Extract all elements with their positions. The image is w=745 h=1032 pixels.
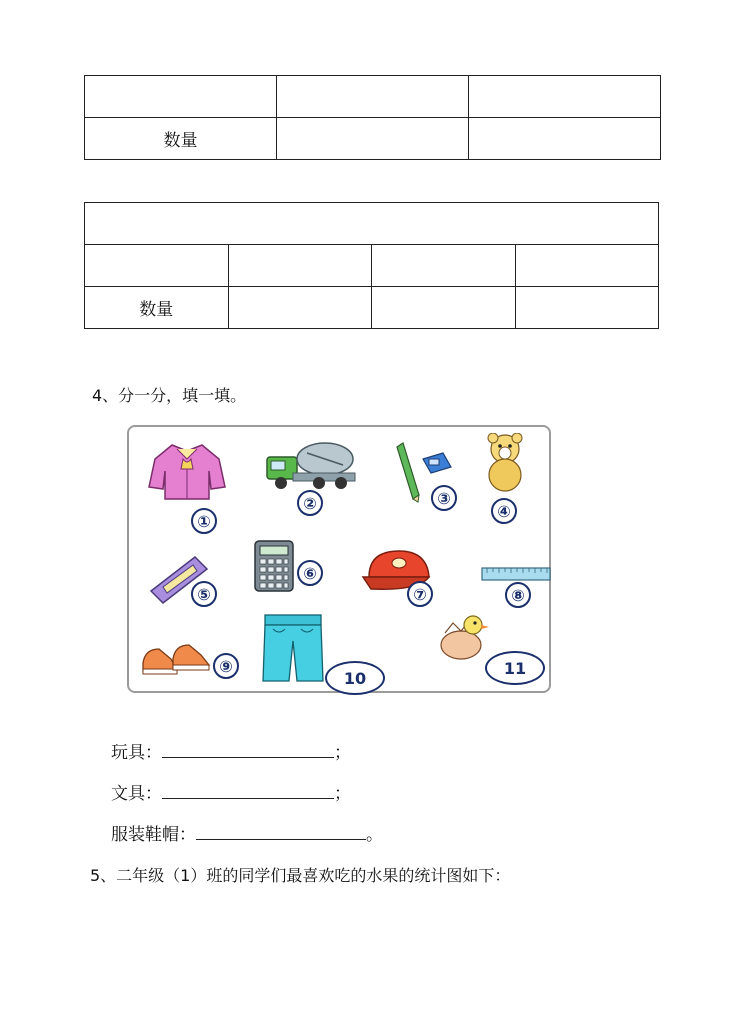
table-row bbox=[85, 287, 659, 329]
item-label: ⑨ bbox=[213, 653, 239, 679]
clothing-answer-blank[interactable] bbox=[196, 821, 366, 840]
table-cell bbox=[515, 287, 659, 329]
table-cell bbox=[277, 76, 469, 118]
item-label: ⑤ bbox=[191, 581, 217, 607]
toys-fill-line bbox=[111, 738, 351, 763]
stationery-fill-line bbox=[111, 779, 351, 804]
question-5: 5、二年级（1）班的同学们最喜欢吃的水果的统计图如下： bbox=[90, 866, 511, 885]
table-cell bbox=[228, 245, 372, 287]
ruler-icon bbox=[481, 567, 551, 581]
table-1 bbox=[84, 75, 661, 160]
table-cell: 数量 bbox=[85, 118, 277, 160]
clothing-end-punct: 。 bbox=[366, 825, 383, 845]
toys-end-punct: ； bbox=[334, 743, 351, 763]
toy-chick-icon bbox=[435, 611, 495, 661]
cement-truck-icon bbox=[263, 437, 359, 491]
stationery-label: 文具： bbox=[111, 784, 162, 804]
table-2 bbox=[84, 202, 659, 329]
stationery-end-punct: ； bbox=[334, 784, 351, 804]
item-label: ⑥ bbox=[297, 560, 323, 586]
table-cell bbox=[372, 287, 516, 329]
item-label: ③ bbox=[431, 485, 457, 511]
toy-bear-icon bbox=[483, 433, 527, 495]
table-cell bbox=[277, 118, 469, 160]
jacket-icon bbox=[147, 437, 227, 503]
clothing-label: 服装鞋帽： bbox=[111, 825, 196, 845]
toys-answer-blank[interactable] bbox=[162, 739, 334, 758]
table-title-cell bbox=[85, 203, 659, 245]
table-cell bbox=[372, 245, 516, 287]
toys-label: 玩具： bbox=[111, 743, 162, 763]
table-row bbox=[85, 245, 659, 287]
clothing-fill-line bbox=[111, 820, 383, 845]
item-label: ⑧ bbox=[505, 582, 531, 608]
question-4: 4、分一分，填一填。 bbox=[92, 386, 247, 405]
item-label: ⑦ bbox=[407, 581, 433, 607]
table-cell bbox=[85, 76, 277, 118]
table-row bbox=[85, 76, 661, 118]
item-label: ① bbox=[191, 508, 217, 534]
item-label: ④ bbox=[491, 498, 517, 524]
table-cell bbox=[469, 76, 661, 118]
calculator-icon bbox=[253, 539, 295, 593]
table-cell: 数量 bbox=[85, 287, 229, 329]
item-label: 10 bbox=[325, 661, 385, 695]
table-cell bbox=[515, 245, 659, 287]
shorts-icon bbox=[261, 613, 325, 685]
stationery-answer-blank[interactable] bbox=[162, 780, 334, 799]
table-cell bbox=[228, 287, 372, 329]
picture-box bbox=[127, 425, 551, 693]
item-label: ② bbox=[297, 490, 323, 516]
table-row bbox=[85, 118, 661, 160]
table-cell bbox=[85, 245, 229, 287]
sneakers-icon bbox=[139, 637, 213, 679]
table-cell bbox=[469, 118, 661, 160]
item-label: 11 bbox=[485, 651, 545, 685]
table-title-row bbox=[85, 203, 659, 245]
